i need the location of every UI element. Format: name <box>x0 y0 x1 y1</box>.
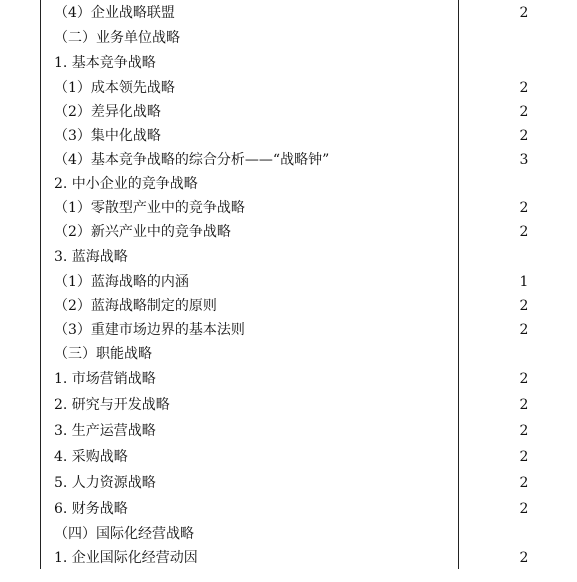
topic-cell: （4）基本竞争战略的综合分析——“战略钟” <box>41 148 459 172</box>
topic-cell: （2）差异化战略 <box>41 100 459 124</box>
table-row <box>41 172 577 196</box>
hours-cell: 2 <box>459 366 577 392</box>
table-row <box>41 100 577 124</box>
topic-cell: 1. 基本竞争战略 <box>41 50 459 76</box>
table-row <box>41 318 577 342</box>
hours-cell: 3 <box>459 148 577 172</box>
topic-cell: 2. 中小企业的竞争战略 <box>41 172 459 196</box>
table-row <box>41 546 577 569</box>
topic-cell: 5. 人力资源战略 <box>41 470 459 496</box>
hours-cell: 1 <box>459 270 577 294</box>
topic-cell: （四）国际化经营战略 <box>41 522 459 546</box>
hours-cell: 2 <box>459 418 577 444</box>
hours-cell: 2 <box>459 392 577 418</box>
topic-cell: （2）蓝海战略制定的原则 <box>41 294 459 318</box>
hours-cell <box>459 172 577 196</box>
topic-cell: （3）集中化战略 <box>41 124 459 148</box>
topic-cell: （3）重建市场边界的基本法则 <box>41 318 459 342</box>
hours-cell <box>459 522 577 546</box>
topic-cell: 2. 研究与开发战略 <box>41 392 459 418</box>
table-row <box>41 522 577 546</box>
table-row <box>41 220 577 244</box>
table-row <box>41 244 577 270</box>
topic-cell: 3. 生产运营战略 <box>41 418 459 444</box>
table-row <box>41 270 577 294</box>
hours-cell: 2 <box>459 196 577 220</box>
syllabus-outline-table <box>40 0 577 569</box>
hours-cell: 2 <box>459 470 577 496</box>
table-row <box>41 496 577 522</box>
hours-cell: 2 <box>459 496 577 522</box>
table-row <box>41 50 577 76</box>
table-row <box>41 124 577 148</box>
topic-cell: 4. 采购战略 <box>41 444 459 470</box>
topic-cell: （1）蓝海战略的内涵 <box>41 270 459 294</box>
table-row <box>41 392 577 418</box>
table-row <box>41 444 577 470</box>
hours-cell: 2 <box>459 546 577 569</box>
table-row <box>41 294 577 318</box>
hours-cell: 2 <box>459 0 577 26</box>
topic-cell: 3. 蓝海战略 <box>41 244 459 270</box>
topic-cell: 6. 财务战略 <box>41 496 459 522</box>
topic-cell: （1）成本领先战略 <box>41 76 459 100</box>
hours-cell: 2 <box>459 100 577 124</box>
topic-cell: 1. 市场营销战略 <box>41 366 459 392</box>
hours-cell: 2 <box>459 294 577 318</box>
hours-cell: 2 <box>459 76 577 100</box>
hours-cell <box>459 244 577 270</box>
table-row <box>41 470 577 496</box>
hours-cell <box>459 342 577 366</box>
table-row <box>41 0 577 26</box>
table-row <box>41 26 577 50</box>
topic-cell: （2）新兴产业中的竞争战略 <box>41 220 459 244</box>
table-row <box>41 366 577 392</box>
hours-cell <box>459 26 577 50</box>
table-row <box>41 418 577 444</box>
topic-cell: （1）零散型产业中的竞争战略 <box>41 196 459 220</box>
topic-cell: （二）业务单位战略 <box>41 26 459 50</box>
hours-cell: 2 <box>459 124 577 148</box>
table-row <box>41 148 577 172</box>
hours-cell <box>459 50 577 76</box>
topic-cell: 1. 企业国际化经营动因 <box>41 546 459 569</box>
topic-cell: （三）职能战略 <box>41 342 459 366</box>
hours-cell: 2 <box>459 318 577 342</box>
table-row <box>41 196 577 220</box>
hours-cell: 2 <box>459 444 577 470</box>
hours-cell: 2 <box>459 220 577 244</box>
table-row <box>41 342 577 366</box>
topic-cell: （4）企业战略联盟 <box>41 0 459 26</box>
table-row <box>41 76 577 100</box>
